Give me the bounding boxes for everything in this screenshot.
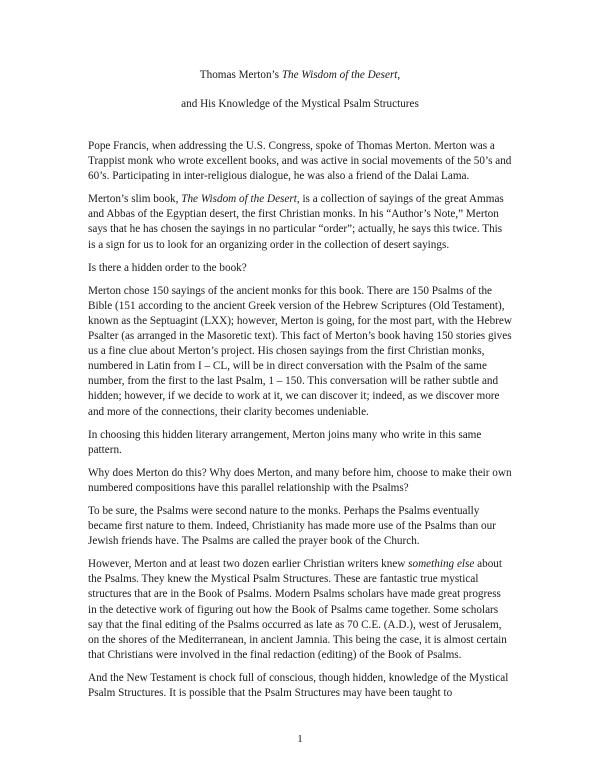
page-number: 1 [297, 733, 303, 745]
paragraph-7: To be sure, the Psalms were second nature to the monks. Perhaps the Psalms eventually became first nature to them. Indeed, Christianity has made more use of the Psalms than our Jewish friends have. The Psalms are called the prayer book of the Church. [88, 504, 496, 548]
paragraph-3: Is there a hidden order to the book? [88, 261, 247, 274]
paragraph-6: Why does Merton do this? Why does Merton, and many before him, choose to make their own numbered compositions have this parallel relationship with the Psalms? [88, 466, 512, 494]
paragraph-8-emphasis: something else [408, 558, 475, 571]
title-line-2: and His Knowledge of the Mystical Psalm Structures [181, 98, 419, 110]
title-suffix: , [397, 69, 401, 81]
title-line-1 [88, 68, 512, 83]
paragraph-4: Merton chose 150 sayings of the ancient monks for this book. There are 150 Psalms of the Bible (151 according to the ancient Greek version of the Hebrew Scriptures (Old Testament), known as the Septuagint (LXX); however, Merton is going, for the most part, with the Hebrew Psalter (as arranged in the Masoretic text). This fact of Merton’s book having 150 stories gives us a fine clue about Merton’s project. His chosen sayings from the first Christian monks, numbered in Latin from I – CL, will be in direct conversation with the Psalm of the same number, from the first to the last Psalm, 1 – 150. This conversation will be rather subtle and hidden; however, if we decide to work at it, we can discover it; indeed, as we discover more and more of the connections, their clarity becomes undeniable. [88, 284, 512, 418]
document-body [88, 139, 512, 701]
book-title: The Wisdom of the Desert [281, 69, 398, 81]
paragraph-8 [88, 557, 512, 663]
paragraph-8-suffix: about the Psalms. They knew the Mystical Psalm Structures. These are fantastic true mystical structures that are in the Book of Psalms. Modern Psalms scholars have made great progress in the detective work of figuring out how the Book of Psalms came together. Some scholars say that the final editing of the Psalms occurred as late as 70 C.E. (A.D.), west of Jerusalem, on the shores of the Mediterranean, in ancient Jamnia. This being the case, it is almost certain that Christians were involved in the final redaction (editing) of the Book of Psalms. [88, 558, 507, 661]
document-title [88, 68, 512, 112]
paragraph-8-prefix: However, Merton and at least two dozen earlier Christian writers knew [88, 558, 409, 571]
paragraph-2-prefix: Merton’s slim book, [88, 193, 182, 206]
paragraph-9: And the New Testament is chock full of conscious, though hidden, knowledge of the Mystical Psalm Structures. It is possible that the Psalm Structures may have been taught to [88, 671, 509, 699]
title-prefix: Thomas Merton’s [199, 69, 282, 81]
paragraph-2-book-title: The Wisdom of the Desert [181, 193, 297, 206]
paragraph-2 [88, 192, 512, 252]
paragraph-1: Pope Francis, when addressing the U.S. Congress, spoke of Thomas Merton. Merton was a Trappist monk who wrote excellent books, and was active in social movements of the 50’s and 60’s. Participating in inter-religious dialogue, he was also a friend of the Dalai Lama. [88, 140, 512, 183]
paragraph-5: In choosing this hidden literary arrangement, Merton joins many who write in this same pattern. [88, 428, 482, 456]
paragraph-2-suffix: , is a collection of sayings of the great Ammas and Abbas of the Egyptian desert, the first Christian monks. In his “Author’s Note,” Merton says that he has chosen the sayings in no particular “order”; actually, he says this twice. This is a sign for us to look for an organizing order in the collection of desert sayings. [88, 193, 504, 251]
